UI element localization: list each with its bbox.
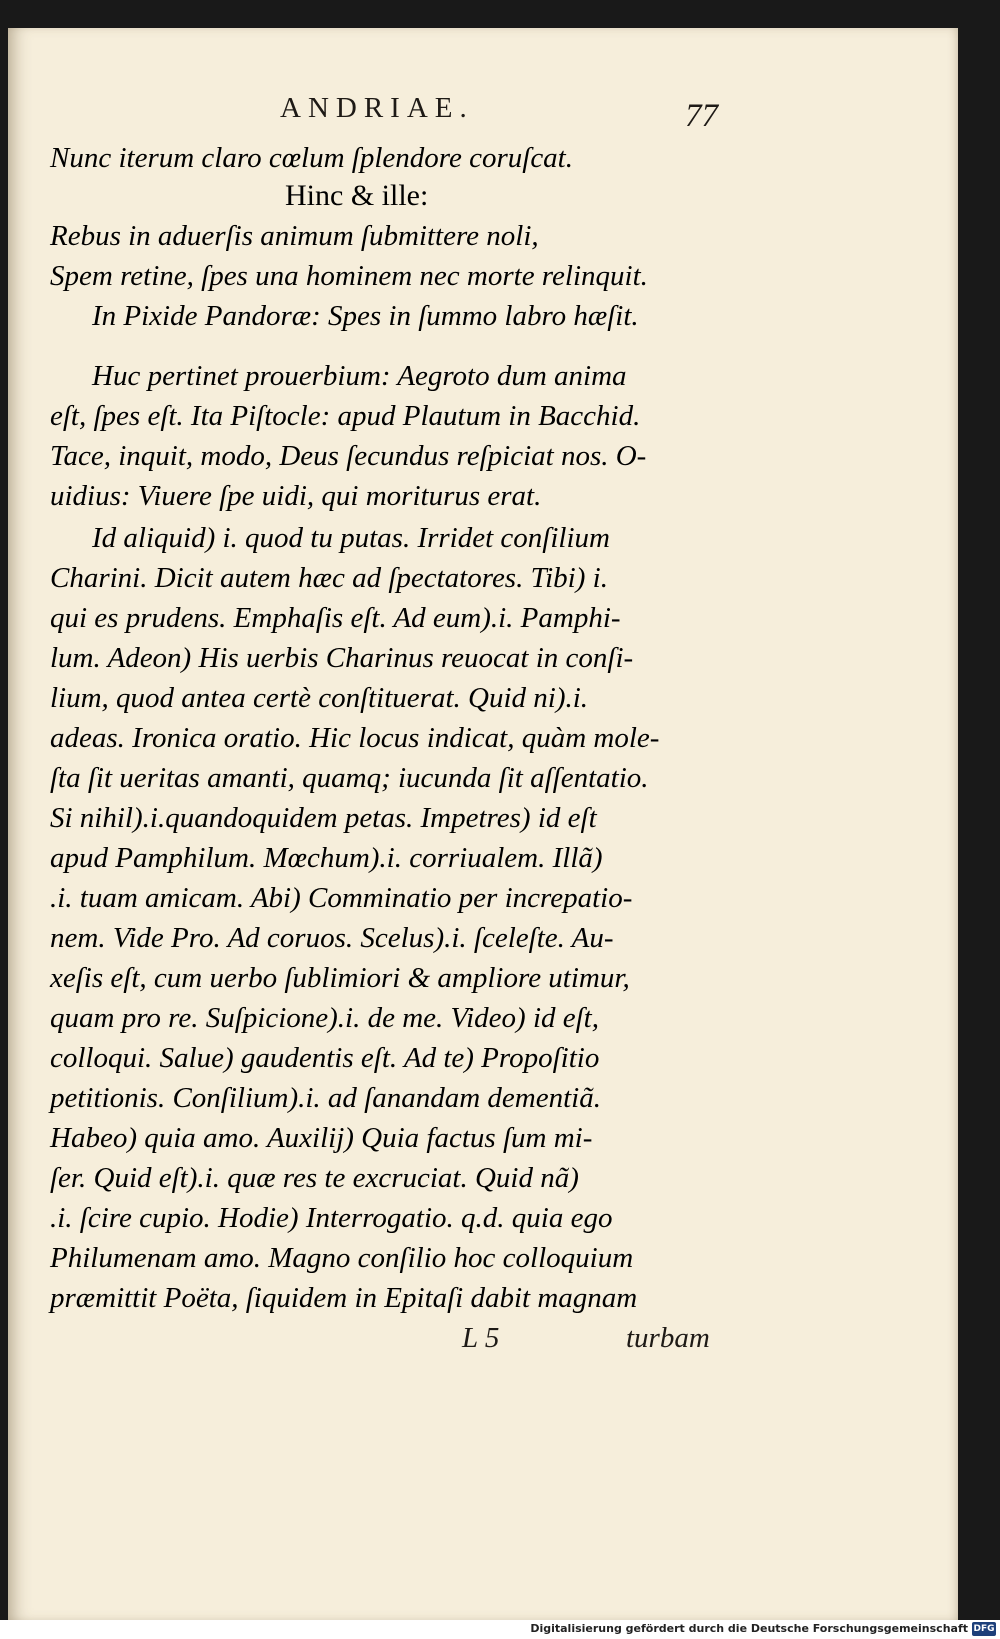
text-line: Id aliquid) i. quod tu putas. Irridet conſilium [92,522,610,554]
text-line: ſer. Quid eſt).i. quæ res te excruciat. Quid nã) [50,1162,579,1194]
text-line: apud Pamphilum. Mœchum).i. corriualem. Illã) [50,842,603,874]
text-line: Spem retine, ſpes una hominem nec morte relinquit. [50,260,648,292]
text-line: Hinc & ille: [285,179,429,212]
catchword: turbam [626,1322,710,1354]
text-line: ſta ſit ueritas amanti, quamq; iucunda ſit aſſentatio. [50,762,649,794]
text-line: lium, quod antea certè conſtituerat. Quid ni).i. [50,682,589,714]
text-line: Si nihil).i.quandoquidem petas. Impetres) id eſt [50,802,597,834]
text-line: præmittit Poëta, ſiquidem in Epitaſi dabit magnam [50,1282,638,1314]
text-line: xeſis eſt, cum uerbo ſublimiori & ampliore utimur, [50,962,630,994]
text-line: Rebus in aduerſis animum ſubmittere noli, [50,220,539,252]
text-line: Philumenam amo. Magno conſilio hoc colloquium [50,1242,634,1274]
text-line: Charini. Dicit autem hæc ad ſpectatores. Tibi) i. [50,562,608,594]
funding-credit: Digitalisierung gefördert durch die Deutsche Forschungsgemeinschaft [530,1622,968,1635]
running-head: ANDRIAE. [280,92,474,124]
text-line: .i. tuam amicam. Abi) Comminatio per increpatio- [50,882,633,914]
text-line: Nunc iterum claro cœlum ſplendore coruſcat. [50,142,573,174]
text-line: colloqui. Salue) gaudentis eſt. Ad te) Propoſitio [50,1042,600,1074]
dfg-logo-icon: DFG [973,1624,995,1634]
text-line: eſt, ſpes eſt. Ita Piſtocle: apud Plautum in Bacchid. [50,400,641,432]
text-line: uidius: Viuere ſpe uidi, qui moriturus erat. [50,480,542,512]
text-line: petitionis. Conſilium).i. ad ſanandam dementiã. [50,1082,601,1114]
text-line: Habeo) quia amo. Auxilij) Quia factus ſum mi- [50,1122,593,1154]
text-line: qui es prudens. Emphaſis eſt. Ad eum).i. Pamphi- [50,602,621,634]
page-number: 77 [685,98,718,134]
text-line: In Pixide Pandoræ: Spes in ſummo labro hæſit. [92,300,639,332]
text-line: adeas. Ironica oratio. Hic locus indicat, quàm mole- [50,722,660,754]
text-line: Huc pertinet prouerbium: Aegroto dum anima [92,360,627,392]
text-line: Tace, inquit, modo, Deus ſecundus reſpiciat nos. O- [50,440,647,472]
text-line: .i. ſcire cupio. Hodie) Interrogatio. q.d. quia ego [50,1202,613,1234]
text-line: lum. Adeon) His uerbis Charinus reuocat in conſi- [50,642,634,674]
text-line: nem. Vide Pro. Ad coruos. Scelus).i. ſceleſte. Au- [50,922,614,954]
signature-mark: L 5 [462,1322,500,1354]
text-line: quam pro re. Suſpicione).i. de me. Video) id eſt, [50,1002,599,1034]
